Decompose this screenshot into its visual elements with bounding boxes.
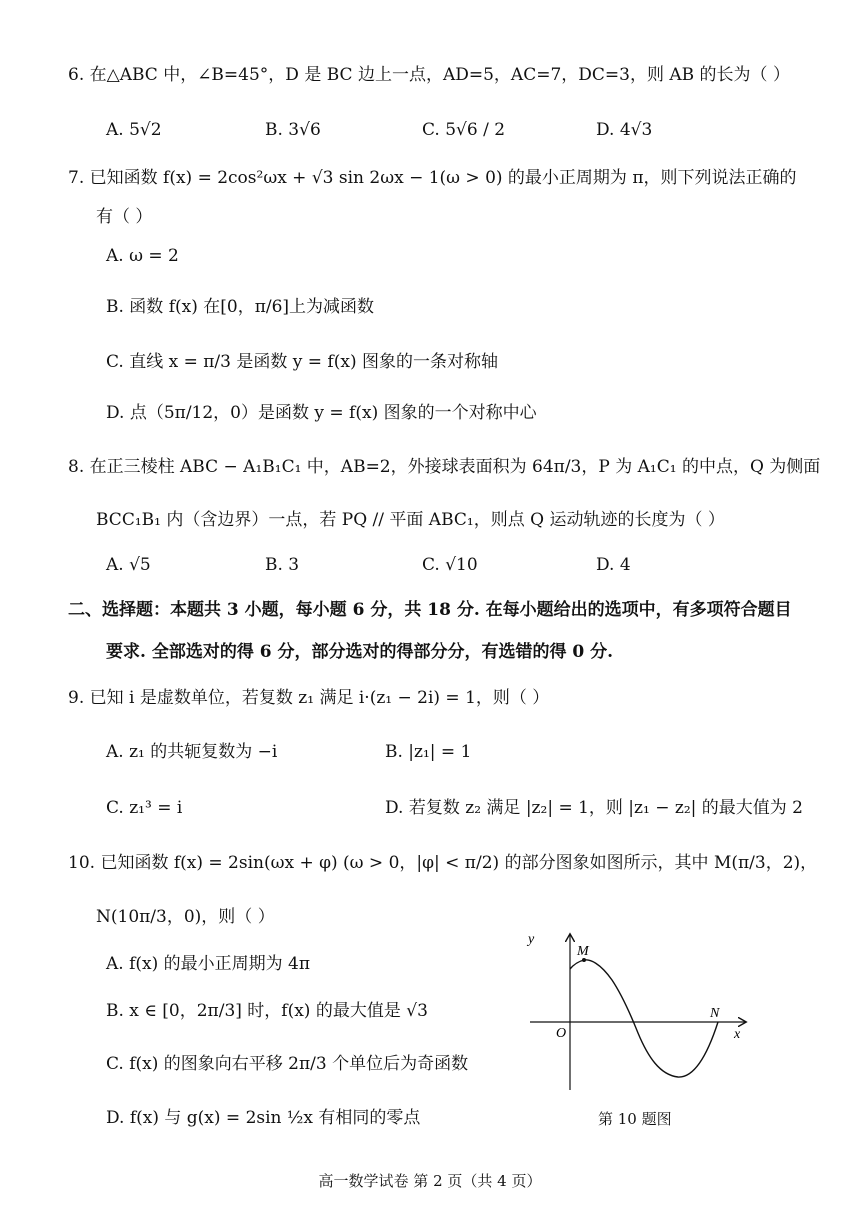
q7-option-b: B. 函数 f(x) 在[0，π/6]上为减函数 [106,297,375,317]
q7-option-d: D. 点（5π/12，0）是函数 y = f(x) 图象的一个对称中心 [106,403,537,423]
q6-option-b: B. 3√6 [265,120,321,140]
q8-option-a: A. √5 [106,555,151,575]
q6-option-d: D. 4√3 [596,120,653,140]
q8-option-d: D. 4 [596,555,631,575]
q7-stem-line2: 有（ ） [96,207,153,227]
q9-option-c: C. z₁³ = i [106,798,183,818]
q9-option-d: D. 若复数 z₂ 满足 |z₂| = 1，则 |z₁ − z₂| 的最大值为 2 [385,798,803,818]
section2-heading-line1: 二、选择题：本题共 3 小题，每小题 6 分，共 18 分. 在每小题给出的选项中，有多项符合题目 [68,600,792,620]
q10-stem-line2: N(10π/3，0)，则（ ） [96,907,275,927]
q8-option-c: C. √10 [422,555,478,575]
q7-option-a: A. ω = 2 [106,246,179,266]
q6-option-a: A. 5√2 [106,120,162,140]
q10-option-b: B. x ∈ [0，2π/3] 时，f(x) 的最大值是 √3 [106,1001,428,1021]
q10-option-d: D. f(x) 与 g(x) = 2sin ½x 有相同的零点 [106,1108,421,1128]
q8-option-b: B. 3 [265,555,300,575]
page-footer: 高一数学试卷 第 2 页（共 4 页） [318,1172,542,1190]
section2-heading-line2: 要求. 全部选对的得 6 分，部分选对的得部分分，有选错的得 0 分. [106,642,614,662]
q7-option-c: C. 直线 x = π/3 是函数 y = f(x) 图象的一条对称轴 [106,352,498,372]
q7-stem-line1: 7. 已知函数 f(x) = 2cos²ωx + √3 sin 2ωx − 1(ω > 0) 的最小正周期为 π，则下列说法正确的 [68,168,797,188]
point-m-label: M [577,944,589,959]
y-axis-label: y [528,932,535,947]
q10-figure-caption: 第 10 题图 [598,1110,672,1128]
point-n-label: N [710,1006,720,1021]
q8-stem-line2: BCC₁B₁ 内（含边界）一点，若 PQ // 平面 ABC₁，则点 Q 运动轨迹的长度为（ ） [96,510,725,530]
q9-stem: 9. 已知 i 是虚数单位，若复数 z₁ 满足 i·(z₁ − 2i) = 1，则（ ） [68,688,550,708]
q9-option-a: A. z₁ 的共轭复数为 −i [106,742,278,762]
q10-option-a: A. f(x) 的最小正周期为 4π [106,954,311,974]
q6-option-c: C. 5√6 / 2 [422,120,506,140]
q9-option-b: B. |z₁| = 1 [385,742,472,762]
q8-stem-line1: 8. 在正三棱柱 ABC − A₁B₁C₁ 中，AB=2，外接球表面积为 64π/3，P 为 A₁C₁ 的中点，Q 为侧面 [68,457,821,477]
q10-sine-graph [520,925,760,1095]
origin-label: O [556,1026,567,1041]
q10-stem-line1: 10. 已知函数 f(x) = 2sin(ωx + φ) (ω > 0，|φ| < π/2) 的部分图象如图所示，其中 M(π/3，2)， [68,853,818,873]
q10-option-c: C. f(x) 的图象向右平移 2π/3 个单位后为奇函数 [106,1054,469,1074]
x-axis-label: x [734,1027,741,1042]
q6-stem: 6. 在△ABC 中，∠B=45°，D 是 BC 边上一点，AD=5，AC=7，DC=3，则 AB 的长为（ ） [68,65,790,85]
sine-curve [570,960,718,1077]
